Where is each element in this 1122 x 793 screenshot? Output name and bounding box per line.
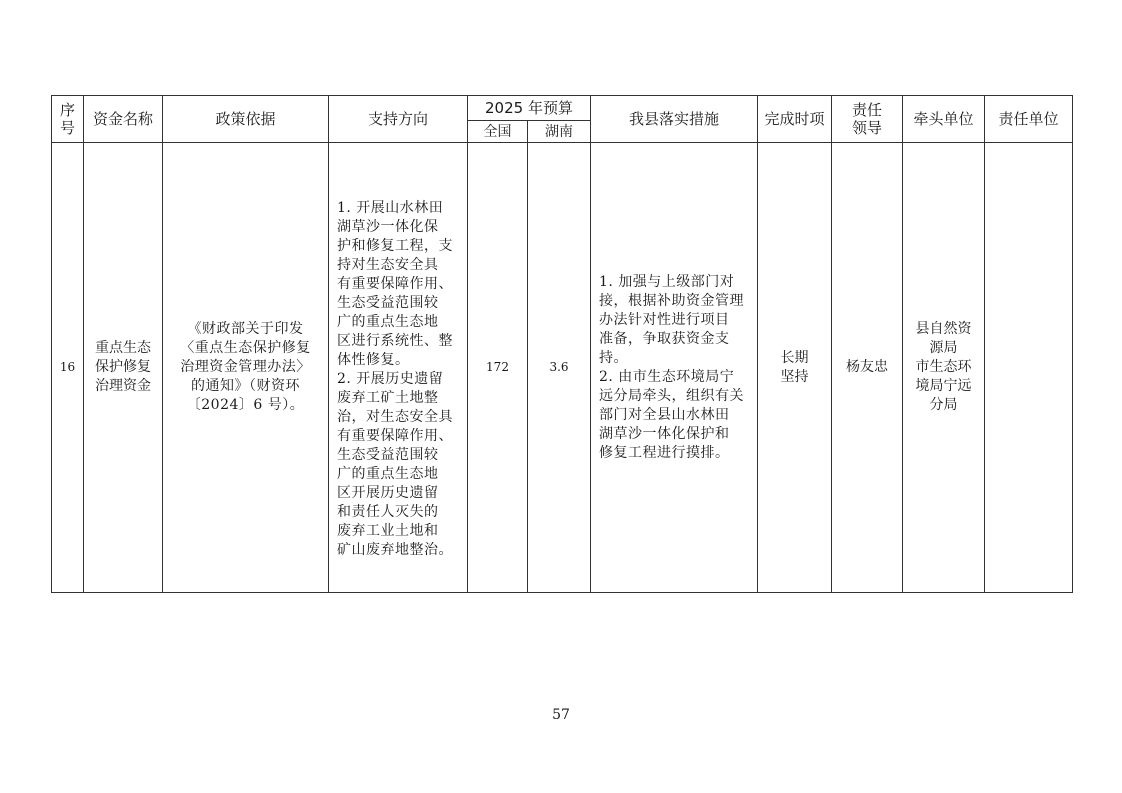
header-fund-name: 资金名称 (84, 96, 163, 143)
cell-fund-name: 重点生态 保护修复 治理资金 (84, 143, 163, 593)
cell-national: 172 (468, 143, 528, 593)
cell-policy-basis: 《财政部关于印发 〈重点生态保护修复 治理资金管理办法〉 的通知》（财资环 〔2024〕6 号）。 (163, 143, 329, 593)
header-resp-unit: 责任单位 (985, 96, 1073, 143)
header-budget-2025: 2025 年预算 (468, 96, 591, 121)
header-leader: 责任 领导 (832, 96, 903, 143)
cell-resp-unit (985, 143, 1073, 593)
header-hunan: 湖南 (528, 121, 591, 143)
cell-hunan: 3.6 (528, 143, 591, 593)
header-measures: 我县落实措施 (591, 96, 758, 143)
header-national: 全国 (468, 121, 528, 143)
page-number: 57 (552, 707, 570, 723)
cell-lead-unit: 县自然资 源局 市生态环 境局宁远 分局 (903, 143, 985, 593)
header-lead-unit: 牵头单位 (903, 96, 985, 143)
cell-leader: 杨友忠 (832, 143, 903, 593)
header-support-direction: 支持方向 (329, 96, 468, 143)
header-completion-time: 完成时项 (758, 96, 832, 143)
policy-table (51, 95, 1073, 593)
header-seq: 序 号 (52, 96, 84, 143)
cell-seq: 16 (52, 143, 84, 593)
cell-completion-time: 长期 坚持 (758, 143, 832, 593)
header-policy-basis: 政策依据 (163, 96, 329, 143)
cell-support-direction: 1. 开展山水林田 湖草沙一体化保 护和修复工程，支 持对生态安全具 有重要保障作用、 生态受益范围较 广的重点生态地 区进行系统性、整 体性修复。 2. 开展历史遗留 废弃工矿土地整 治，对生态安全具 有重要保障作用、 生态受益范围较 广的重点生态地 区开展历史遗留 和责任人灭失的 废弃工业土地和 矿山废弃地整治。 (329, 143, 468, 593)
cell-measures: 1. 加强与上级部门对 接，根据补助资金管理 办法针对性进行项目 准备，争取获资金支 持。 2. 由市生态环境局宁 远分局牵头，组织有关 部门对全县山水林田 湖草沙一体化保护和 修复工程进行摸排。 (591, 143, 758, 593)
table-row (52, 143, 1073, 593)
